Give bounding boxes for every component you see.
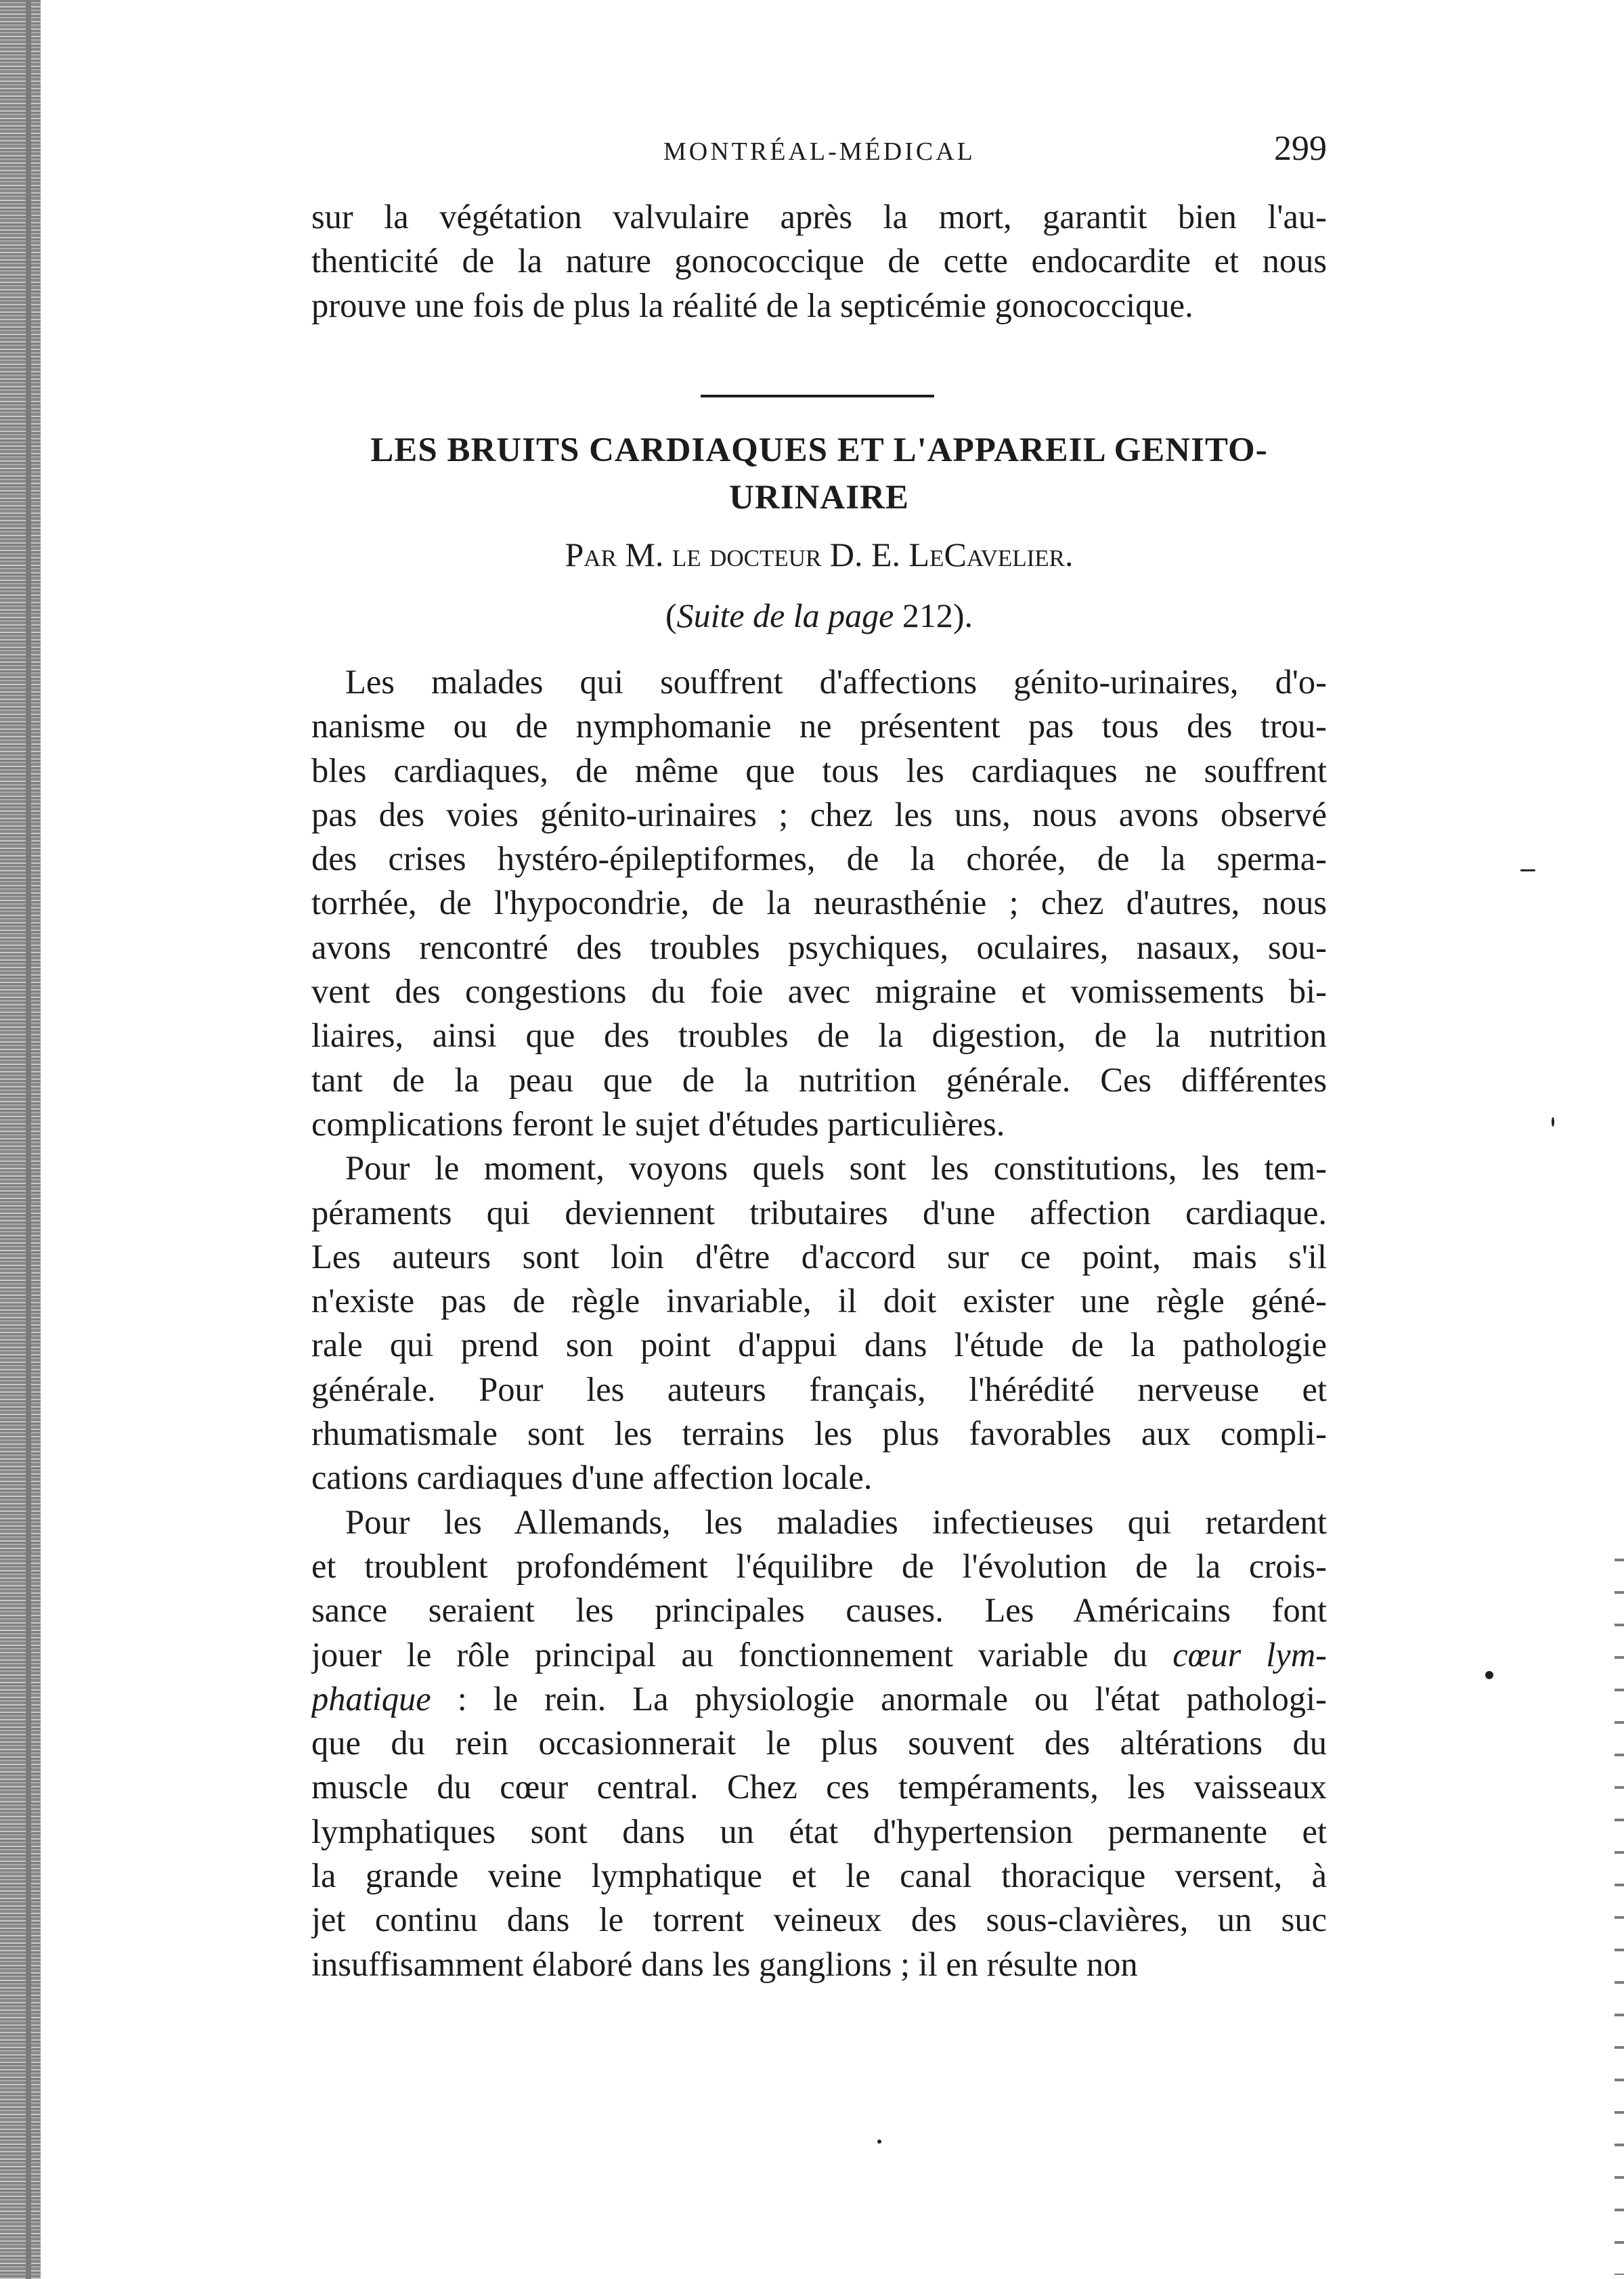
text-fragment: jouer le rôle principal au fonctionnement variable du (311, 1635, 1148, 1674)
running-head (311, 129, 1327, 176)
text-line: Les auteurs sont loin d'être d'accord sur ce point, mais s'il (311, 1237, 1327, 1276)
text-line: Pour le moment, voyons quels sont les constitutions, les tem- (345, 1149, 1327, 1188)
text-line (311, 1677, 1327, 1721)
scan-speck (1552, 1117, 1554, 1127)
article-title-line: URINAIRE (729, 479, 909, 517)
running-title: MONTRÉAL-MÉDICAL (663, 137, 975, 166)
text-line: Pour les Allemands, les maladies infectieuses qui retardent (345, 1502, 1327, 1541)
continued-italic: Suite de la page (676, 596, 894, 634)
binding-edge (0, 0, 41, 2279)
text-line: n'existe pas de règle invariable, il doit exister une règle géné- (311, 1282, 1327, 1320)
text-line (311, 1633, 1327, 1677)
text-line: liaires, ainsi que des troubles de la digestion, de la nutrition (311, 1016, 1327, 1055)
continued-prefix: ( (665, 596, 677, 634)
scan-speck (877, 2140, 881, 2144)
text-line: jet continu dans le torrent veineux des sous-clavières, un suc (311, 1901, 1327, 1939)
italic-phrase: cœur lym- (1172, 1635, 1327, 1674)
text-line: pas des voies génito-urinaires ; chez les uns, nous avons observé (311, 795, 1327, 833)
text-line: tant de la peau que de la nutrition générale. Ces différentes (311, 1060, 1327, 1099)
text-line: sance seraient les principales causes. Les Américains font (311, 1591, 1327, 1630)
text-line: que du rein occasionnerait le plus souvent des altérations du (311, 1724, 1327, 1762)
text-fragment: : le rein. La physiologie anormale ou l'état pathologi- (431, 1679, 1327, 1718)
section-separator (701, 395, 934, 397)
text-line: cations cardiaques d'une affection locale. (311, 1458, 873, 1497)
text-line: et troublent profondément l'équilibre de l'évolution de la crois- (311, 1546, 1327, 1585)
text-line: la grande veine lymphatique et le canal thoracique versent, à (311, 1857, 1327, 1895)
article-body (311, 660, 1327, 1987)
text-line: lymphatiques sont dans un état d'hypertension permanente et (311, 1812, 1327, 1850)
text-line: avons rencontré des troubles psychiques, oculaires, nasaux, sou- (311, 928, 1327, 966)
text-line: prouve une fois de plus la réalité de la septicémie gonococcique. (311, 286, 1193, 324)
text-line: muscle du cœur central. Chez ces tempéraments, les vaisseaux (311, 1768, 1327, 1806)
article-title (311, 427, 1327, 521)
italic-phrase: phatique (311, 1679, 431, 1718)
scan-speck (1520, 869, 1535, 871)
page-number: 299 (1274, 129, 1327, 168)
continued-suffix: 212). (894, 596, 973, 634)
text-line: des crises hystéro-épileptiformes, de la chorée, de la sperma- (311, 840, 1327, 878)
text-line: péraments qui deviennent tributaires d'une affection cardiaque. (311, 1193, 1327, 1232)
text-line: sur la végétation valvulaire après la mort, garantit bien l'au- (311, 198, 1327, 236)
article-title-line: LES BRUITS CARDIAQUES ET L'APPAREIL GENITO- (370, 431, 1268, 469)
scan-noise-right (1615, 1544, 1624, 2275)
text-line: rhumatismale sont les terrains les plus favorables aux compli- (311, 1414, 1327, 1453)
text-line: complications feront le sujet d'études particulières. (311, 1104, 1005, 1143)
scan-speck (1485, 1671, 1493, 1679)
text-line: Les malades qui souffrent d'affections génito-urinaires, d'o- (345, 663, 1327, 701)
continued-from-note (311, 596, 1327, 635)
text-line: nanisme ou de nymphomanie ne présentent pas tous des trou- (311, 707, 1327, 745)
text-line: insuffisamment élaboré dans les ganglions ; il en résulte non (311, 1945, 1138, 1983)
text-line: thenticité de la nature gonococcique de cette endocardite et nous (311, 242, 1327, 280)
text-line: bles cardiaques, de même que tous les cardiaques ne souffrent (311, 751, 1327, 789)
text-line: vent des congestions du foie avec migraine et vomissements bi- (311, 972, 1327, 1011)
continuation-paragraph (311, 195, 1327, 328)
text-line: rale qui prend son point d'appui dans l'étude de la pathologie (311, 1326, 1327, 1364)
text-line: torrhée, de l'hypocondrie, de la neurasthénie ; chez d'autres, nous (311, 884, 1327, 922)
text-line: générale. Pour les auteurs français, l'hérédité nerveuse et (311, 1370, 1327, 1408)
byline: Par M. le docteur D. E. LeCavelier. (565, 536, 1074, 573)
